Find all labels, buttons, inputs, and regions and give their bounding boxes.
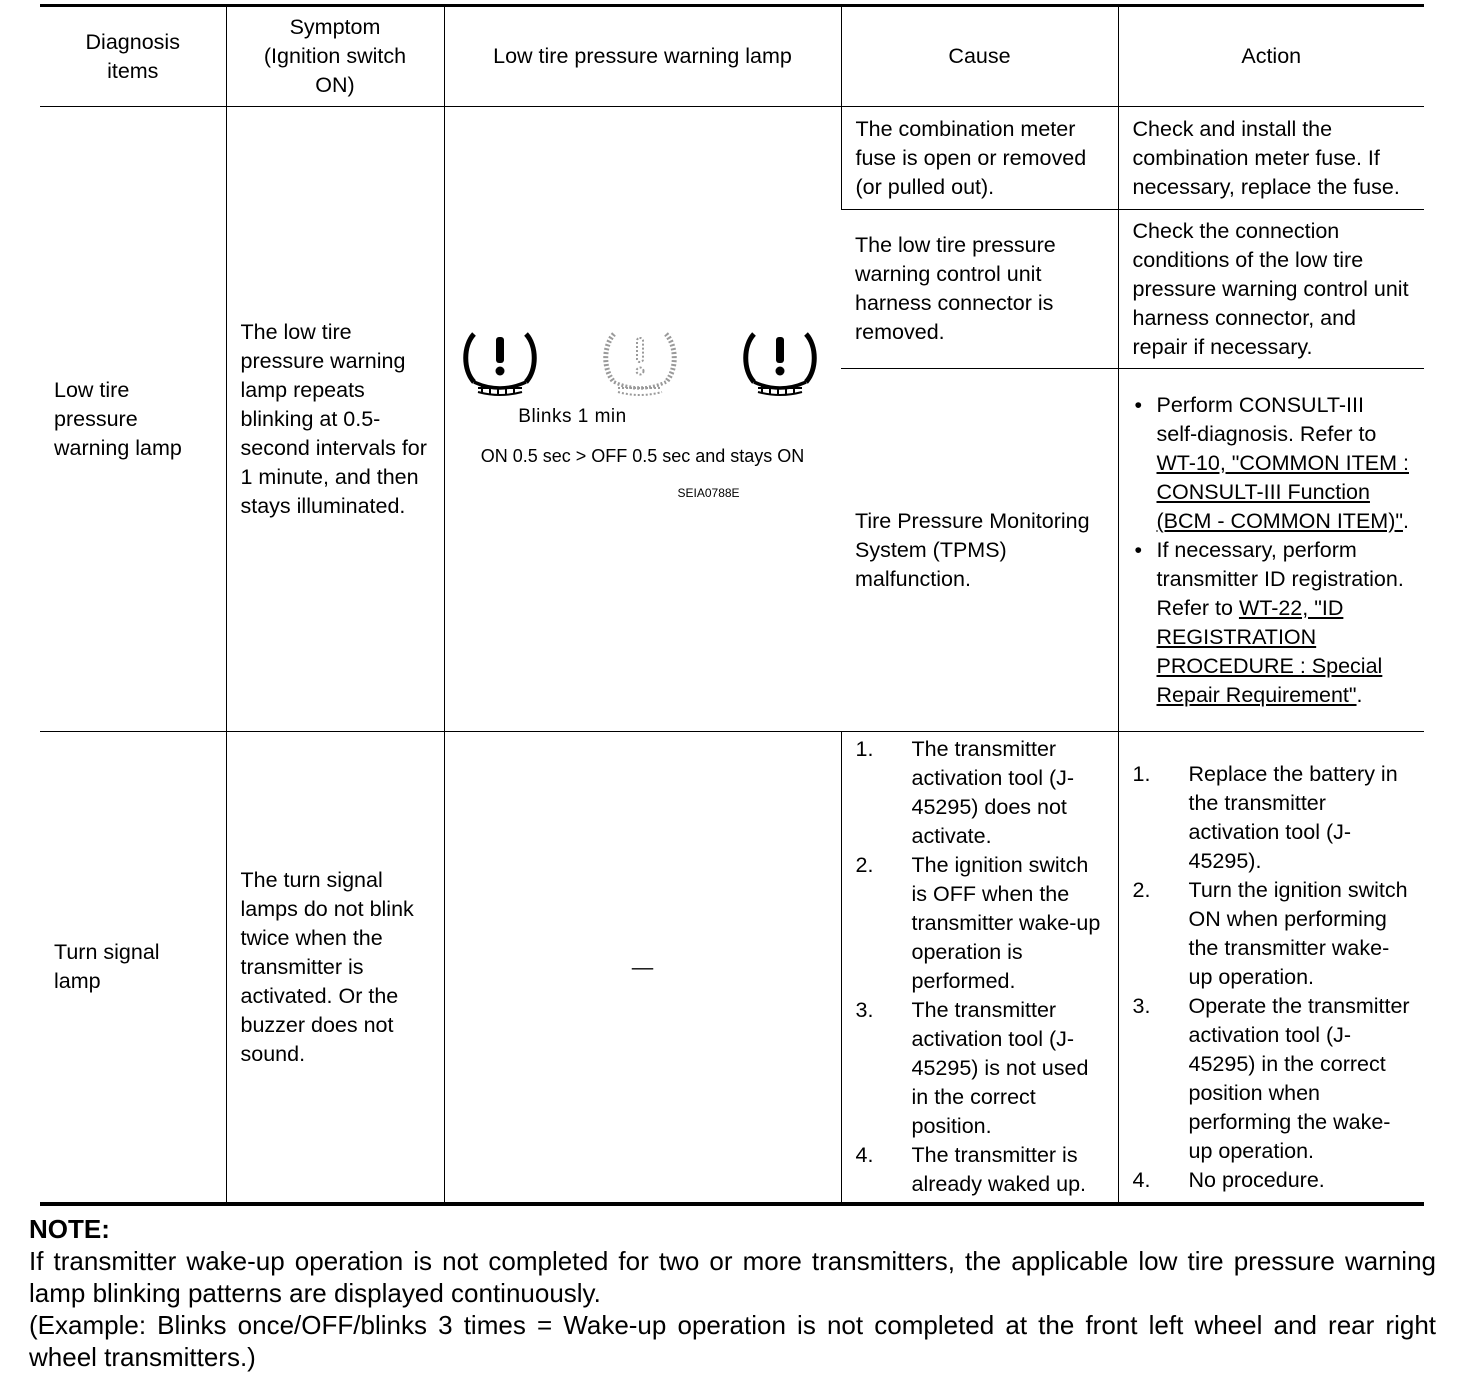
action-cell [1118,369,1424,732]
action-bullet-end: . [1356,682,1363,707]
table-row [40,732,1424,1205]
list-item [1133,536,1411,710]
diagnosis-item-text: Turn signal lamp [54,940,160,993]
warning-lamp-figure-cell [444,107,841,732]
list-text: Turn the ignition switch ON when performing the transmitter wake-up operation. [1188,877,1408,989]
tpms-warning-lamp-on-icon [462,332,538,398]
list-text: Replace the battery in the transmitter activation tool (J-45295). [1188,761,1398,873]
list-number: 3. [855,998,874,1022]
header-symptom: Symptom (Ignition switch ON) [226,6,444,107]
list-text: The transmitter is already waked up. [911,1143,1086,1196]
table-header-row [40,6,1424,107]
note-text: If transmitter wake-up operation is not completed for two or more transmitters, the applicable low tire pressure warning lamp blinking patterns are displayed continuously. [29,1246,1436,1308]
note-title: NOTE: [29,1214,110,1244]
cause-text: The low tire pressure warning control unit harness connector is removed. [855,233,1056,344]
action-bullet-text: If necessary, perform transmitter ID registration. Refer to [1156,537,1404,620]
action-bullet-end: . [1402,508,1409,533]
diagnosis-item-text: Low tire pressure warning lamp [54,377,182,460]
list-text: The transmitter activation tool (J-45295) is not used in the correct position. [911,998,1089,1138]
table-row [40,107,1424,210]
header-warning-lamp: Low tire pressure warning lamp [444,6,841,107]
header-cause: Cause [841,6,1118,107]
tpms-warning-lamp-off-icon [602,332,678,398]
action-cell [1118,210,1424,369]
list-item [856,735,1104,851]
symptom-cell [226,732,444,1205]
list-number: 4. [855,1143,874,1167]
blink-duration-label: Blinks 1 min [518,405,627,427]
list-text: No procedure. [1188,1167,1325,1192]
list-number: 4. [1132,1167,1151,1192]
reference-link[interactable]: WT-22, "ID REGISTRATION PROCEDURE : Special Repair Requirement" [1156,595,1383,707]
action-numbered-list [1133,760,1411,1195]
blink-sequence-label: ON 0.5 sec > OFF 0.5 sec and stays ON [480,445,805,466]
list-item [856,996,1104,1141]
note-example: (Example: Blinks once/OFF/blinks 3 times = Wake-up operation is not completed at the front left wheel and rear right wheel transmitters.) [29,1310,1436,1372]
figure-code: SEIA0788E [677,485,740,500]
header-action: Action [1118,6,1424,107]
symptom-text: The low tire pressure warning lamp repeats blinking at 0.5-second intervals for 1 minute, and then stays illuminated. [240,319,427,518]
list-text: The transmitter activation tool (J-45295) does not activate. [911,737,1075,848]
action-cell [1118,732,1424,1205]
warning-lamp-figure [458,332,828,507]
list-text: The ignition switch is OFF when the transmitter wake-up operation is performed. [911,853,1101,993]
diagnosis-item-cell [40,107,226,732]
cause-text: The combination meter fuse is open or removed (or pulled out). [855,116,1087,199]
diagnosis-item-cell [40,732,226,1205]
warning-lamp-cell [444,732,841,1205]
cause-cell [841,369,1118,732]
diagnosis-table [40,4,1424,1206]
cause-text: Tire Pressure Monitoring System (TPMS) malfunction. [855,508,1090,591]
list-item [1133,876,1411,992]
list-item [1133,760,1411,876]
note-section [29,1213,1436,1373]
symptom-text: The turn signal lamps do not blink twice when the transmitter is activated. Or the buzzer does not sound. [240,867,414,1066]
tpms-warning-lamp-on-icon [742,332,818,398]
list-number: 2. [1132,877,1151,902]
action-cell [1118,107,1424,210]
cause-numbered-list [856,735,1104,1199]
list-item [1133,992,1411,1166]
no-lamp-dash: — [631,954,654,979]
cause-cell [841,732,1118,1205]
reference-link[interactable]: WT-10, "COMMON ITEM : CONSULT-III Function (BCM - COMMON ITEM)" [1156,450,1409,533]
action-bullet-text: Perform CONSULT-III self-diagnosis. Refer to [1156,392,1377,446]
list-text: Operate the transmitter activation tool (J-45295) in the correct position when performing the wake-up operation. [1188,993,1410,1163]
list-number: 1. [855,737,874,761]
list-number: 3. [1132,993,1151,1018]
list-item [1133,391,1411,536]
action-text: Check and install the combination meter fuse. If necessary, replace the fuse. [1132,116,1400,199]
list-item [856,851,1104,996]
list-item [856,1141,1104,1199]
cause-cell [841,107,1118,210]
symptom-cell [226,107,444,732]
header-diagnosis-items: Diagnosis items [40,6,226,107]
list-item [1133,1166,1411,1195]
action-bullet-list [1133,391,1411,710]
list-number: 1. [1132,761,1151,786]
action-text: Check the connection conditions of the low tire pressure warning control unit harness connector, and repair if necessary. [1132,218,1409,359]
cause-cell [841,210,1118,369]
list-number: 2. [855,853,874,877]
